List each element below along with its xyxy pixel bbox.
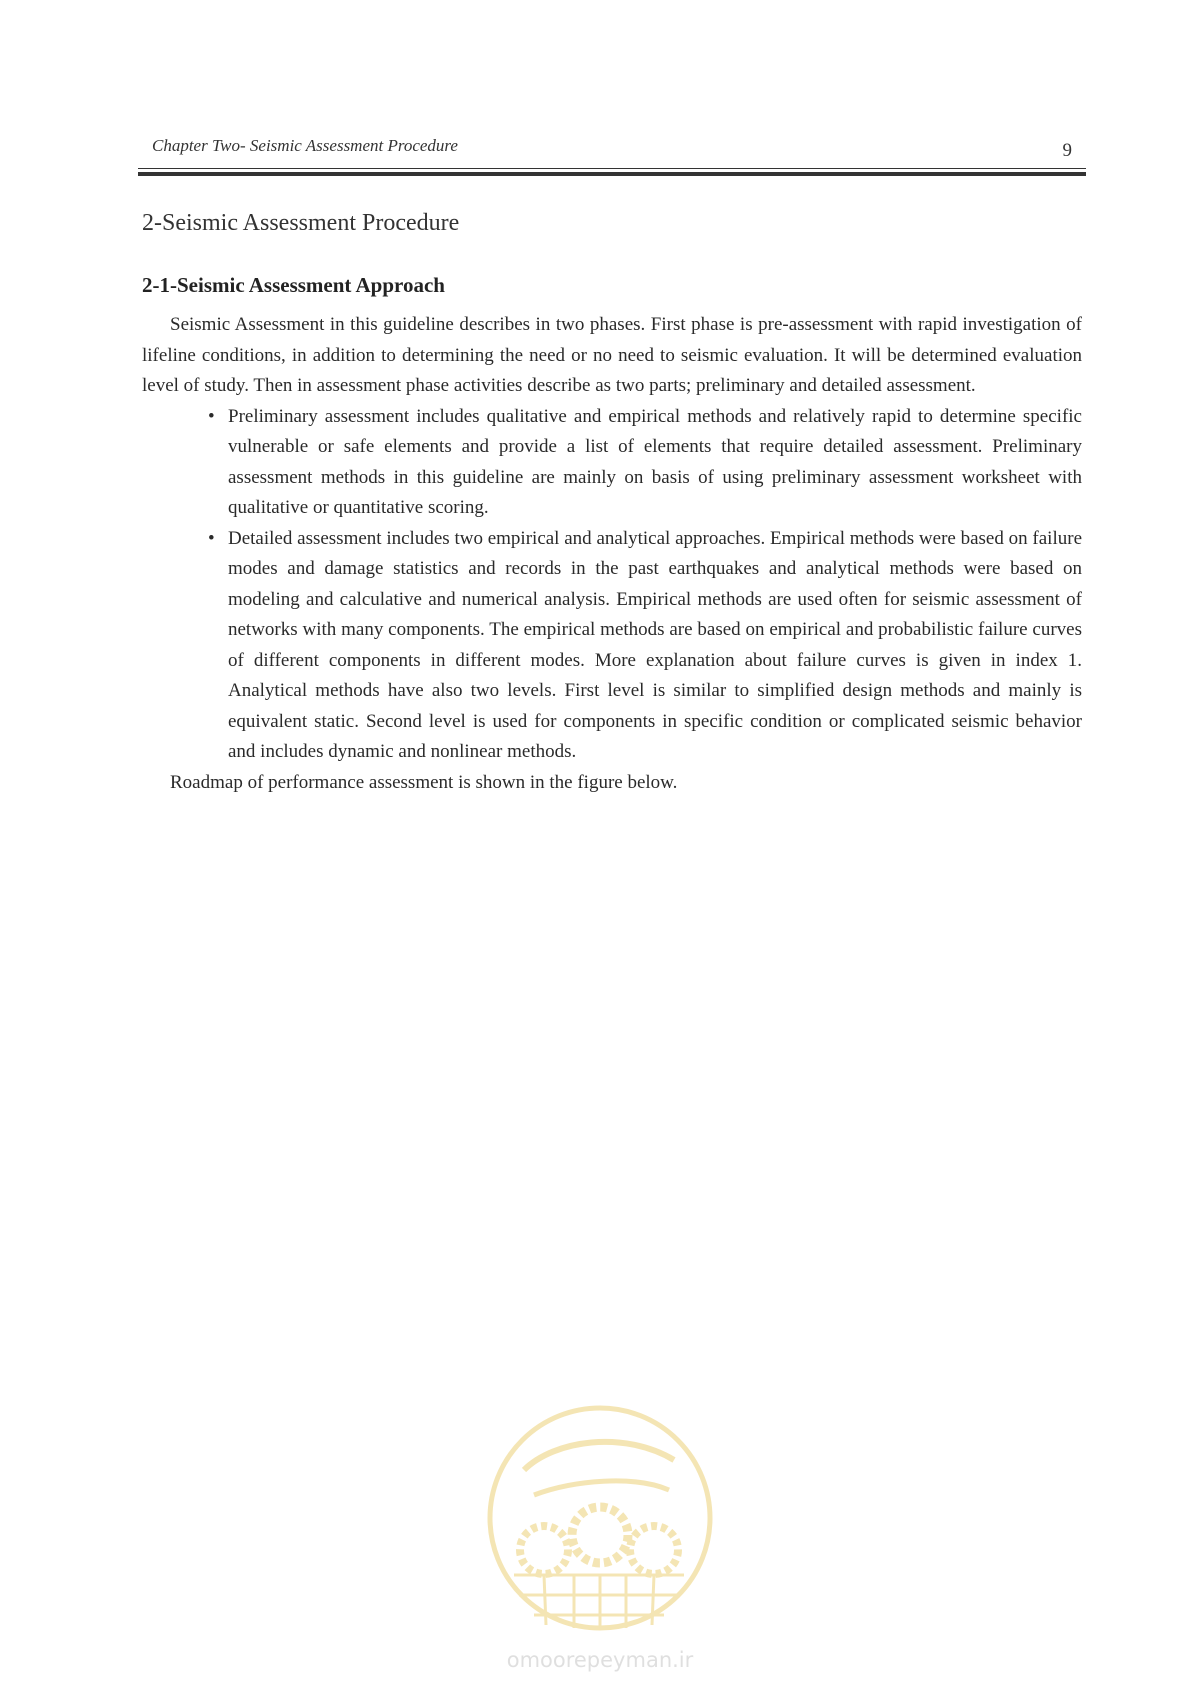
bullet-text: Preliminary assessment includes qualitative and empirical methods and relatively rapid to determine specific vulnerable or safe elements and provide a list of elements that require detailed assessment. Preliminary assessment methods in this guideline are mainly on basis of using preliminary assessment worksheet with qualitative or quantitative scoring.: [228, 405, 1082, 518]
intro-paragraph: Seismic Assessment in this guideline describes in two phases. First phase is pre-assessment with rapid investigation of lifeline conditions, in addition to determining the need or no need to seismic evaluation. It will be determined evaluation level of study. Then in assessment phase activities describe as two parts; preliminary and detailed assessment.: [142, 314, 1082, 396]
header-rule-thick: [138, 172, 1086, 176]
bullet-preliminary-assessment: [208, 402, 1082, 524]
page-number: 9: [1062, 140, 1072, 161]
watermark-seal-icon: [484, 1400, 716, 1640]
assessment-bullet-list: [142, 402, 1082, 768]
watermark-site-text: omoorepeyman.ir: [506, 1648, 694, 1672]
bullet-text: Detailed assessment includes two empirical and analytical approaches. Empirical methods were based on failure modes and damage statistics and records in the past earthquakes and analytical methods were based on modeling and calculative and numerical analysis. Empirical methods are used often for seismic assessment of networks with many components. The empirical methods are based on empirical and probabilistic failure curves of different components in different modes. More explanation about failure curves is given in index 1. Analytical methods have also two levels. First level is similar to simplified design methods and mainly is equivalent static. Second level is used for components in specific condition or complicated seismic behavior and includes dynamic and nonlinear methods.: [228, 527, 1082, 762]
page-content: [142, 210, 1082, 798]
section-title: 2-1-Seismic Assessment Approach: [142, 273, 445, 297]
bullet-dot-icon: •: [208, 527, 215, 549]
bullet-detailed-assessment: [208, 524, 1082, 768]
roadmap-sentence: Roadmap of performance assessment is shown in the figure below.: [170, 771, 678, 793]
running-head: Chapter Two- Seismic Assessment Procedure: [152, 136, 458, 155]
header-rule-thin: [138, 168, 1086, 169]
bullet-dot-icon: •: [208, 405, 215, 427]
watermark-logo: [484, 1400, 716, 1670]
chapter-title: 2-Seismic Assessment Procedure: [142, 210, 460, 236]
page-header: [138, 130, 1086, 178]
